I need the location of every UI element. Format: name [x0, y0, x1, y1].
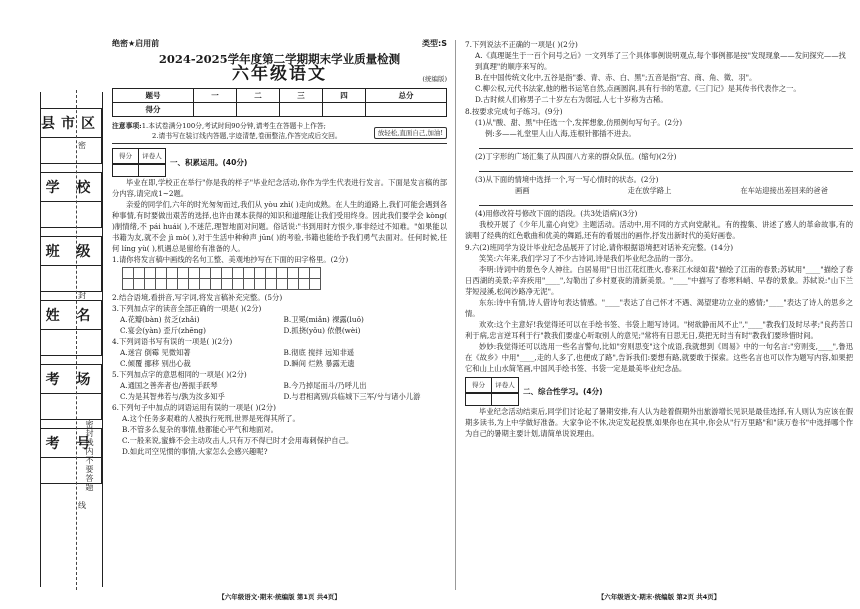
section-2-header	[465, 377, 853, 406]
school-field[interactable]	[40, 202, 102, 228]
name-field[interactable]	[40, 330, 102, 356]
option[interactable]: B.今乃掉尾而斗/乃呼儿出	[283, 381, 367, 390]
name-label: 姓 名	[40, 300, 102, 330]
section-grader-field[interactable]	[492, 393, 518, 405]
dialogue-line: 东东:诗中有情,诗人借诗句表达情感。"____"表达了自己怀才不遇、渴望建功立业的感情;"____"表达了诗人的思乡之情。	[465, 298, 853, 318]
paper-type: 类型:S	[422, 39, 447, 48]
question-7: 7.下列说法不正确的一项是( )(2分)	[465, 40, 578, 49]
dialogue-line: 欢欢:这个主意好!我觉得还可以在手绘书签、书袋上题写诗词。"树欲静而风不止","____"教我们及时尽孝;"良药苦口利于病,忠言逆耳利于行"教我们要虚心听取别人的意见;"常将有日思无日,莫把无时当有时"教我们要珍惜时间。	[465, 320, 853, 340]
option[interactable]: B.彻底 搅拌 远知非遥	[283, 348, 355, 357]
dialogue-line: 李明:诗词中的景色令人神往。白居易用"日出江花红胜火,春来江水绿如蓝"描绘了江南的春景;苏轼用"____"描绘了春日西湖的美景;辛弃疾用"____",勾勒出了乡村夏夜的清新美景。"____"中描写了春寒料峭、早春的景象。苏轼说:"山下兰芽短浸溪,松间沙路净无泥"。	[465, 265, 853, 296]
score-row-label: 得分	[113, 103, 194, 117]
speech-intro: 毕业在即,学校正在举行"你是我的样子"毕业纪念活动,你作为学生代表进行发言。下面是发言稿的部分内容,请完成1~2题。	[112, 178, 447, 198]
section-grader-field[interactable]	[139, 164, 165, 176]
score-cell[interactable]	[193, 103, 236, 117]
section-2-prompt: 毕业纪念活动结束后,同学们讨论起了暑期安排,有人认为趁着假期外出旅游增长见识是最佳选择,有人则认为应该在假期多读书,为上中学做好准备。大家争论不休,决定发起投票,如果你也在其中,你会从"行万里路"和"读万卷书"中选择哪个作为自己的暑期主要计划,请简单说说理由。	[465, 407, 853, 438]
option[interactable]: A.通国之善奔者也/善振手跃琴	[120, 381, 218, 390]
note-item: 1.本试卷满分100分,考试时间90分钟,请考生在答题卡上作答;	[141, 122, 326, 130]
question-6: 6.下列句子中加点的词语运用有误的一项是( )(2分)	[112, 403, 276, 412]
section-score-field[interactable]	[113, 164, 139, 176]
page-divider	[455, 40, 456, 590]
question-3: 3.下列加点字的读音全部正确的一项是( )(2分)	[112, 304, 262, 313]
option[interactable]: D.抓挠(yǒu) 依偎(wèi)	[283, 326, 361, 335]
option[interactable]: C.一般来说,蜜蜂不会主动攻击人,只有万不得已时才会用毒刺保护自己。	[122, 436, 354, 445]
option[interactable]: C.为是其智弗若与/孰为汝多知乎	[120, 392, 225, 401]
subject-title: 六年级语文	[232, 64, 327, 84]
question-8: 8.按要求完成句子练习。(9分)	[465, 107, 563, 116]
question-9: 9.六(2)班同学为设计毕业纪念品展开了讨论,请你根据语境把对话补充完整。(14分)	[465, 243, 734, 252]
cheer-badge: 放轻松,直面自己,加油!	[374, 127, 447, 139]
section-1-title: 一、积累运用。(40分)	[170, 158, 248, 167]
option[interactable]: B.在中国传统文化中,五谷是指"黍、青、赤、白、黑";五音是指"宫、商、角、徵、羽"。	[475, 73, 757, 82]
option[interactable]: B.不管多么复杂的事情,他都能心平气和地面对。	[122, 425, 278, 434]
situation-choice[interactable]: 在车站迎接出差回来的爸爸	[740, 186, 828, 195]
question-1: 1.请你将发言稿中画线的名句工整、美观地抄写在下面的田字格里。(2分)	[112, 255, 349, 264]
binding-strip	[0, 0, 110, 609]
section-score-label: 得分	[113, 149, 139, 163]
option[interactable]: D.瞬间 烂熟 暴露无遗	[283, 359, 355, 368]
page-footer: 【六年级语文·期末·统编版 第2页 共4页】	[597, 593, 721, 601]
note-item: 2.请书写在装订线内答题,字迹清楚,卷面整洁,作答完成后交回。	[152, 132, 342, 140]
seal-dashed-line	[76, 90, 77, 590]
dialogue-line: 笑笑:六年来,我们学习了不少古诗词,诗是我们毕业纪念品的一部分。	[479, 254, 698, 263]
score-header: 四	[322, 89, 365, 103]
option[interactable]: C.倾覆 挪移 别出心裁	[120, 359, 191, 368]
exam-room-field[interactable]	[40, 394, 102, 420]
score-cell[interactable]	[365, 103, 446, 117]
revise-paragraph: 我校开展了《少年儿童心向党》主题活动。活动中,用不同的方式向党献礼。有的搜集、讲述了感人的革命故事,有的演唱了经典的红色歌曲和优美的舞蹈,还有的看展出的画作,抒发出新时代的美好画卷。	[465, 220, 853, 240]
dialogue-line: 妙妙:我觉得还可以选用一些名言警句,比如"穷则思变"这个成语,我就想到《周易》中的一句名言:"穷则变,____",鲁迅在《故乡》中用"____,走的人多了,也便成了路",告诉我们:要想有路,就要敢于探索。这些名言也可以作为题写内容,如果把它和山上山水简笔画,中国风手绘书签、书袋一定是最美毕业纪念品。	[465, 342, 853, 373]
option[interactable]: A.这个任务多艰难的人被执行死刑,世界是死得其所了。	[122, 414, 300, 423]
section-grader-label: 评卷人	[142, 152, 162, 160]
section-score-field[interactable]	[466, 393, 492, 405]
answer-line[interactable]	[479, 162, 853, 172]
seal-mark: 密	[78, 141, 86, 150]
class-label: 班 级	[40, 236, 102, 266]
sub-question: (3)从下面的情境中选择一个,写一写心情时的状态。(2分)	[475, 175, 659, 184]
option[interactable]: A.花瓣(bàn) 贫乏(zhǎi)	[120, 315, 200, 324]
county-label: 县市区	[40, 108, 102, 138]
section-2-title: 二、综合性学习。(4分)	[523, 387, 603, 396]
class-field[interactable]	[40, 266, 102, 292]
question-2: 2.结合语境,看拼音,写字词,将发言稿补充完整。(5分)	[112, 293, 283, 302]
example-sentence: 例:多——礼堂里人山人海,连根针都插不进去。	[485, 129, 636, 138]
school-label: 学 校	[40, 172, 102, 202]
sub-question: (4)用修改符号修改下面的语段。(共3处语病)(3分)	[475, 209, 638, 218]
exam-title: 2024-2025学年度第二学期期末学业质量检测	[158, 52, 401, 66]
score-cell[interactable]	[279, 103, 322, 117]
no-answer-note: 密封线内不要答题	[85, 420, 94, 492]
option[interactable]: D.与君相离别/兵临城下三军/兮与诸小儿游	[283, 392, 421, 401]
situation-choices	[465, 185, 853, 196]
seal-mark: 封	[78, 291, 86, 300]
section-grader-label: 评卷人	[495, 381, 515, 389]
answer-line[interactable]	[479, 139, 853, 149]
option[interactable]: C.宴会(yàn) 歪斤(zhēng)	[120, 326, 206, 335]
option[interactable]: C.柳公权,元代书法家,他的楷书运笔自然,点画圆润,具有行书的笔意,《三门记》是其传书代表作之一。	[475, 84, 801, 93]
score-header: 一	[193, 89, 236, 103]
notes-label: 注意事项:	[112, 122, 142, 130]
speech-passage: 亲爱的同学们,六年的时光匆匆而过,我们从 yòu zhì( )走向成熟。在人生的道路上,我们可能会遇到各种事情,有时要做出艰苦的选择,也许由课本获得的知识和道理能让我们受用终身。因此我们要学会 kòng( )制情绪,不 pái huái( ),不迷茫,理智地面对问题。俗话说:"书到用时方恨少,事非经过不知难。"如果能以书籍为友,就不会 jì mò( ),对于生活中种种声 jūn( )的考验,书籍也能给予我们勇气去面对。任何时候,任何 líng yù( ),机遇总是留给有准备的人。	[112, 200, 447, 253]
option[interactable]: A.迷宫 倒霉 见微知著	[120, 348, 191, 357]
option[interactable]: D.古时候人们称男子二十岁左右为弱冠,人七十岁称为古稀。	[475, 95, 668, 104]
score-cell[interactable]	[236, 103, 279, 117]
strip-border-right	[102, 92, 103, 587]
sub-question: (2)丁字形的广场汇集了从四面八方来的群众队伍。(缩句)(2分)	[475, 152, 677, 161]
score-header: 题号	[113, 89, 194, 103]
score-table	[112, 88, 447, 117]
score-header: 三	[279, 89, 322, 103]
exam-room-label: 考 场	[40, 364, 102, 394]
edition-label: (统编版)	[422, 75, 447, 83]
exam-number-label: 考 号	[40, 428, 102, 458]
question-5: 5.下列加点字的意思相同的一项是( )(2分)	[112, 370, 247, 379]
page-2	[465, 38, 853, 603]
exam-notes	[112, 121, 447, 144]
page-1	[112, 38, 447, 603]
answer-line[interactable]	[479, 196, 853, 206]
section-1-header	[112, 148, 447, 177]
score-header: 二	[236, 89, 279, 103]
option[interactable]: A.《真理诞生于一百个问号之后》一文列举了三个具体事例说明观点,每个事例都是按"发现现象——发问探究——找到真理"的顺序来写的。	[475, 51, 846, 71]
score-header: 总分	[365, 89, 446, 103]
confidential-mark: 绝密★启用前	[112, 39, 160, 48]
score-cell[interactable]	[322, 103, 365, 117]
question-4: 4.下列词语书写有误的一项是( )(2分)	[112, 337, 233, 346]
sub-question: (1)从"酸、甜、黑"中任选一个,发挥想象,仿照例句写句子。(2分)	[475, 118, 683, 127]
seal-mark: 线	[78, 501, 86, 510]
situation-choice[interactable]: 走在放学路上	[627, 186, 672, 195]
situation-choice[interactable]: 画画	[515, 186, 530, 195]
writing-grid[interactable]	[122, 278, 447, 290]
option[interactable]: D.如此司空见惯的事情,大家怎么会感兴趣呢?	[122, 447, 268, 456]
county-field[interactable]	[40, 138, 102, 164]
page-footer: 【六年级语文·期末·统编版 第1页 共4页】	[218, 593, 341, 601]
section-score-label: 得分	[466, 378, 492, 392]
option[interactable]: B.卫冕(miǎn) 裸露(luǒ)	[283, 315, 364, 324]
